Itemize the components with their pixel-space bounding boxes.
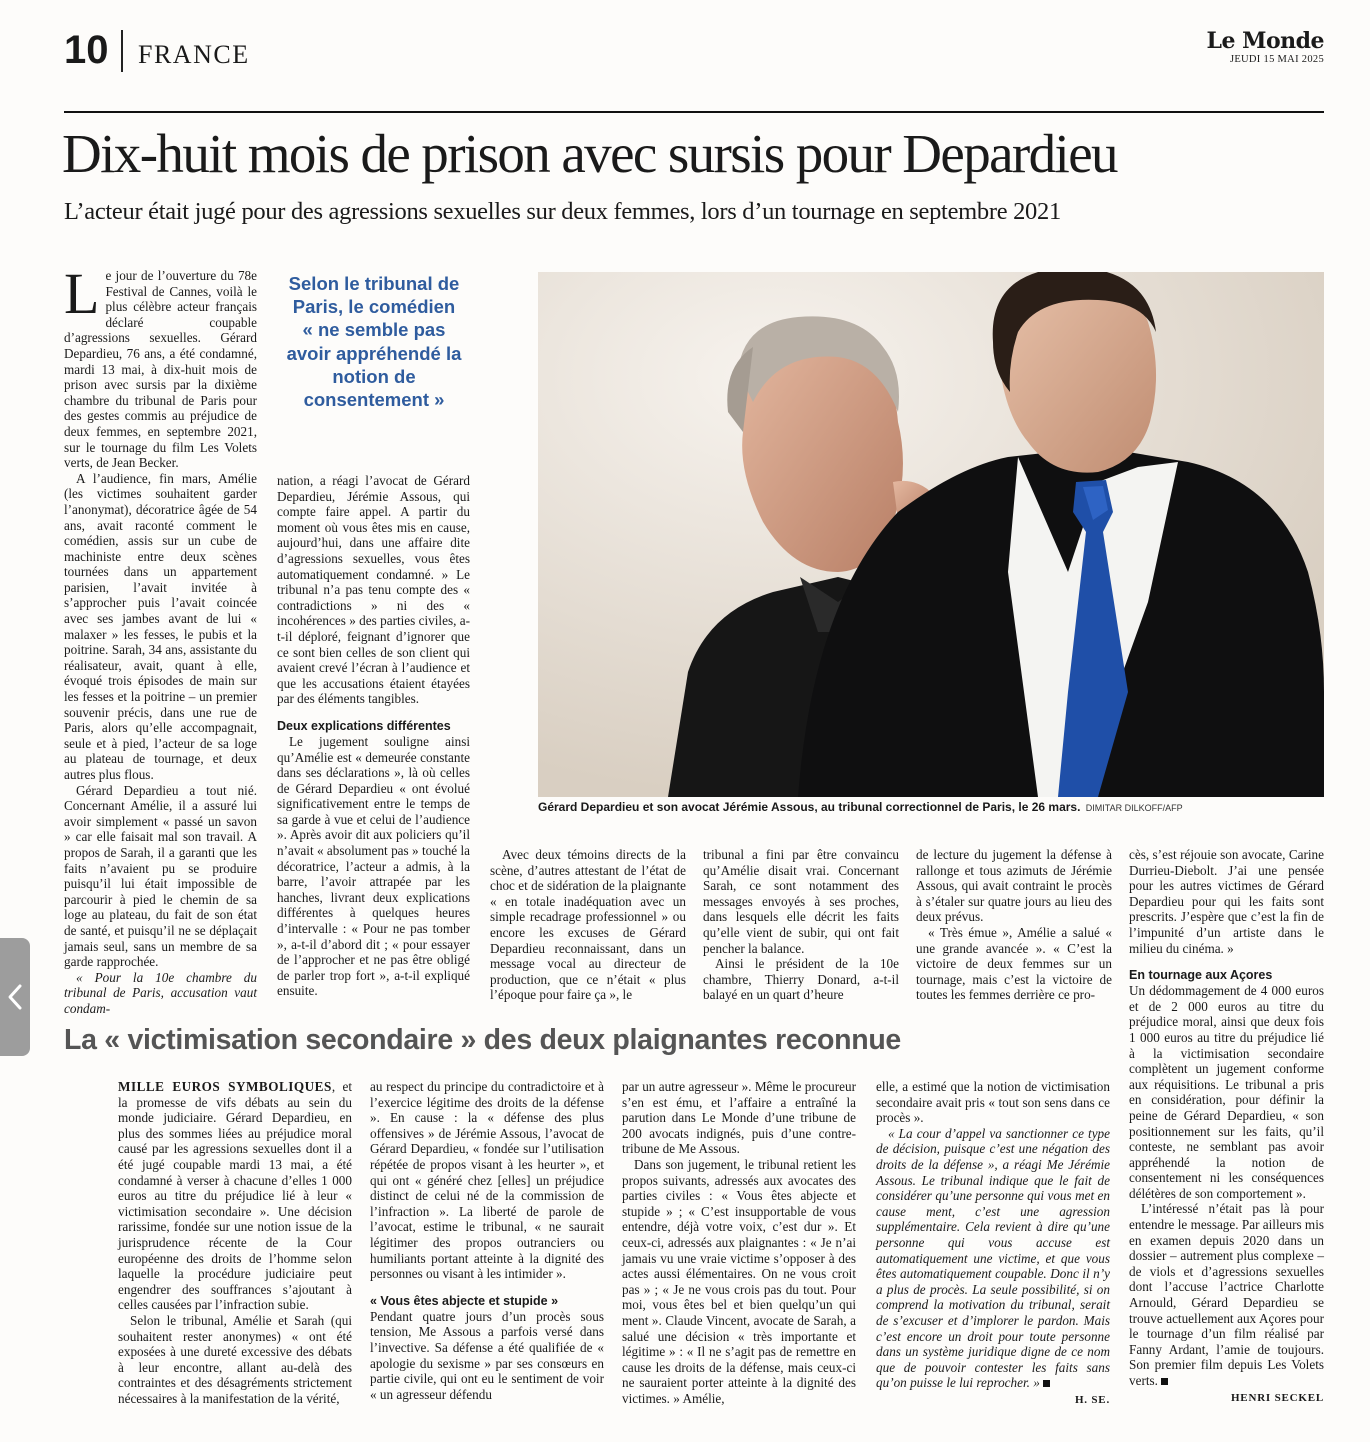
section-label: FRANCE [138, 40, 250, 69]
headline: Dix-huit mois de prison avec sursis pour Depardieu [62, 123, 1117, 184]
col1-p4: « Pour la 10e chambre du tribunal de Paris, accusation vaut condam- [64, 969, 257, 1016]
sidebar-col4-p1: elle, a estimé que la notion de victimisation secondaire avait pris « tout son sens dans ce procès ». [876, 1079, 1110, 1126]
col6-subhead: En tournage aux Açores [1129, 968, 1273, 983]
article-signature: HENRI SECKEL [1230, 1391, 1324, 1404]
col4-p1: tribunal a fini par être convaincu qu’Amélie disait vrai. Concernant Sarah, ce sont notamment des messages envoyés à ses proches, dans lesquels elle décrit les faits qu’elle vient de subir, qui ont fait pencher la balance. [703, 847, 899, 956]
end-mark [1161, 1378, 1168, 1385]
photo-caption [538, 800, 1324, 816]
caption-text: Gérard Depardieu et son avocat Jérémie Assous, au tribunal correctionnel de Paris, le 26 mars. [538, 800, 1081, 814]
back-button[interactable] [0, 938, 30, 1056]
sidebar-headline: La « victimisation secondaire » des deux plaignantes reconnue [64, 1024, 901, 1056]
sidebar-signature: H. SE. [1074, 1393, 1110, 1406]
col1-p3: Gérard Depardieu a tout nié. Concernant Amélie, il a assuré lui avoir simplement « passé un savon » car elle faisait mal son travail. A propos de Sarah, il a garanti que les faits n’avaient pu se produire puisqu’il lui était impossible de parcourir à pied le chemin de sa loge au plateau, du fait de son état de santé, et puisqu’il ne se déplaçait jamais seul, sans un membre de sa garde rapprochée. [64, 782, 257, 970]
article-col-3 [490, 847, 686, 1003]
col2-p1: nation, a réagi l’avocat de Gérard Depardieu, Jérémie Assous, qui compte faire appel. A partir du moment où vous êtes mis en cause, aujourd’hui, dans une affaire dite d’agressions sexuelles, vous êtes automatiquement condamné. » Le tribunal n’a pas tenu compte des « contradictions » ni des « incohérences » des parties civiles, a-t-il déploré, feignant d’ignorer que ce sont bien celles de son client qui avaient crevé l’écran à l’audience et que les accusations étaient étayées par des éléments tangibles. [277, 473, 470, 707]
article-col-4 [703, 847, 899, 1003]
sidebar-col1-p1 [118, 1079, 352, 1313]
sidebar-lead-in: MILLE EUROS SYMBOLIQUES [118, 1079, 332, 1094]
col6-p3-text: L’intéressé n’était pas là pour entendre le message. Par ailleurs mis en examen depuis 2020 dans un dossier – autrement plus complexe – de viols et d’agressions sexuelles dont l’accuse l’actrice Charlotte Arnould, Gérard Depardieu se trouve actuellement aux Açores pour le tournage d’un film réalisé par Fanny Ardant, l’amie de toujours. Son premier film depuis Les Volets verts. [1129, 1201, 1324, 1388]
standfirst: L’acteur était jugé pour des agressions sexuelles sur deux femmes, lors d’un tournage en septembre 2021 [64, 198, 1061, 225]
col2-p2: Le jugement souligne ainsi qu’Amélie est « demeurée constante dans ses déclarations », là où celles de Gérard Depardieu « ont évolué significativement entre le temps de sa garde à vue et celui de l’audience ». Après avoir dit aux policiers qu’il n’avait « absolument pas » touché la décoratrice, l’acteur a admis, à la barre, l’avoir attrapée par les hanches, livrant deux explications différentes à quelques heures d’intervalle : « Pour ne pas tomber », a-t-il d’abord dit ; « pour essayer de l’approcher et ne pas être obligé de parler trop fort », a-t-il expliqué ensuite. [277, 733, 470, 999]
sidebar-col-3 [622, 1079, 856, 1406]
col4-p2: Ainsi le président de la 10e chambre, Thierry Donard, a-t-il balayé en un quart d’heure [703, 956, 899, 1003]
col6-p1: cès, s’est réjouie son avocate, Carine Durrieu-Diebolt. J’ai une pensée pour les autres victimes de Gérard Depardieu pour qui les faits sont prescrits. J’espère que c’est la fin de l’impunité d’un artiste dans le milieu du cinéma. » [1129, 847, 1324, 956]
col6-p3 [1129, 1201, 1324, 1388]
sidebar-col-4 [876, 1079, 1110, 1408]
col5-p1: de lecture du jugement la défense à rallonge et tous azimuts de Jérémie Assous, qui avait contraint le procès à s’étaler sur quatre jours au lieu des deux prévus. [916, 847, 1112, 925]
col2-subhead: Deux explications différentes [277, 718, 451, 733]
sidebar-col2-p2: Pendant quatre jours d’un procès sous tension, Me Assous a parfois versé dans l’invective. Sa défense a été qualifiée de « apologie du sexisme » par ses consœurs en partie civile, qui ont eu le sentiment de voir « un agresseur défendu [370, 1308, 604, 1402]
col3-p1: Avec deux témoins directs de la scène, d’autres attestant de l’état de choc et de sidération de la plaignante « en totale inadéquation avec un simple recadrage professionnel » ou encore les excuses de Gérard Depardieu reconnaissant, dans un message vocal au directeur de production, que ce n’était « plus l’époque pour faire ça », le [490, 847, 686, 1003]
sidebar-end-mark [1043, 1380, 1050, 1387]
sidebar-col4-p2-text: « La cour d’appel va sanctionner ce type de décision, puisque c’est une négation des droits de la défense », a réagi Me Jérémie Assous. Le tribunal indique que le fait de considérer qu’une personne qui vous met en cause ment, c’est une agression supplémentaire. Cela revient à dire qu’une personne qui vous accuse est automatiquement une victime, et que vous êtes automatiquement coupable. Donc il n’y a plus de procès. La seule possibilité, si on comprend la motivation du tribunal, serait de s’excuser et d’implorer le pardon. Mais c’est encore un droit pour toute personne dans un système juridique digne de ce nom que de pouvoir contester les faits sans qu’on puisse le lui reprocher. » [876, 1125, 1110, 1391]
photo-credit: DIMITAR DILKOFF/AFP [1085, 803, 1183, 813]
col1-p1: e jour de l’ouverture du 78e Festival de Cannes, voilà le plus célèbre acteur français déclaré coupable d’agressions sexuelles. Gérard Depardieu, 76 ans, a été condamné, mardi 13 mai, à dix-huit mois de prison avec sursis par la dixième chambre du tribunal de Paris pour des gestes commis au préjudice de deux femmes, en septembre 2021, sur le tournage du film Les Volets verts, de Jean Becker. [64, 268, 257, 471]
sidebar-col3-p1: par un autre agresseur ». Même le procureur s’en est ému, et l’affaire a entraîné la parution dans Le Monde d’une tribune de 200 avocats indignés, puis d’une contre-tribune de Me Assous. [622, 1079, 856, 1157]
photo-illustration [538, 272, 1324, 797]
sidebar-col2-subhead: « Vous êtes abjecte et stupide » [370, 1293, 559, 1308]
chevron-left-icon [6, 983, 24, 1011]
dropcap-letter: L [64, 261, 100, 326]
header-divider [121, 30, 123, 72]
header-rule [64, 111, 1324, 113]
sidebar-col2-p1: au respect du principe du contradictoire et à l’exercice légitime des droits de la défense ». En cause : la « défense des plus offensives » de Jérémie Assous, l’avocat de Gérard Depardieu, « fondée sur l’utilisation répétée de propos visant à les heurter », et qui ont « généré chez [elles] un préjudice distinct de celui né de la commission de l’infraction ». La liberté de parole de l’avocat, estime le tribunal, « ne saurait légitimer des propos outranciers ou humiliants portant atteinte à la dignité des personnes ou visant à les intimider ». [370, 1079, 604, 1282]
sidebar-col4-p2 [876, 1126, 1110, 1391]
col5-p2: « Très émue », Amélie a salué « une grande avancée ». « C’est la victoire de deux femmes sur un tournage, mais c’est la victoire de toutes les femmes derrière ce pro- [916, 924, 1112, 1003]
pull-quote: Selon le tribunal de Paris, le comédien « ne semble pas avoir appréhendé la notion de consentement » [286, 273, 462, 411]
page-number: 10 [64, 28, 109, 72]
sidebar-col-1 [118, 1079, 352, 1406]
masthead-logo: Le Monde [1206, 28, 1324, 54]
sidebar-col-2 [370, 1079, 604, 1402]
article-photo [538, 272, 1324, 797]
col6-p2: Un dédommagement de 4 000 euros et de 2 000 euros au titre du préjudice moral, ainsi que deux fois 1 000 euros au titre du préjudice lié à la victimisation secondaire complètent un jugement conforme aux réquisitions. Le tribunal a pris en considération, pour définir la peine de Gérard Depardieu, « son positionnement sur les faits, qu’il conteste, ne semblant pas avoir appréhendé la notion de consentement ni les conséquences délétères de son comportement ». [1129, 983, 1324, 1201]
article-col-2 [277, 473, 470, 999]
sidebar-col1-p2: Selon le tribunal, Amélie et Sarah (qui souhaitent rester anonymes) « ont été exposées à une dureté excessive des débats à leur encontre, allant au-delà des contraintes et des désagréments strictement nécessaires à la manifestation de la vérité, [118, 1312, 352, 1406]
col1-p2: A l’audience, fin mars, Amélie (les victimes souhaitent garder l’anonymat), décoratrice âgée de 54 ans, avait raconté comment le comédien, assis sur un cube de machiniste entre deux scènes tournées dans un appartement parisien, l’avait invitée à s’approcher puis l’avait coincée avec ses jambes avant de lui « malaxer » les fesses, le pubis et la poitrine. Sarah, 34 ans, assistante du réalisateur, avait, quant à elle, évoqué trois épisodes de main sur les fesses et la poitrine – un premier souvenir précis, dans une rue de Paris, alors qu’elle accompagnait, seule et à pied, l’acteur de sa loge au plateau de tournage, et deux autres plus flous. [64, 470, 257, 782]
article-col-1 [64, 261, 257, 1017]
sidebar-col3-p2: Dans son jugement, le tribunal retient les propos suivants, adressés aux avocates des parties civiles : « Vous êtes abjecte et stupide » ; « C’est insupportable de vous entendre, déjà votre voix, c’est dur ». Et ceux-ci, adressés aux plaignantes : « Je n’ai jamais vu une vraie victime s’opposer à des actes aussi élémentaires. On ne vous croit pas » ; « Je ne vous crois pas du tout. Pour moi, vous êtes bel et bien quelqu’un qui ment ». Claude Vincent, avocate de Sarah, a salué une décision « très importante et légitime » : « Il ne s’agit pas de remettre en cause les droits de la défense, mais ceux-ci ne sauraient porter atteinte à la dignité des victimes. » Amélie, [622, 1156, 856, 1406]
article-col-6 [1129, 847, 1324, 1406]
sidebar-col1-p1-text: , et la promesse de vifs débats au sein du monde judiciaire. Gérard Depardieu, en plus des sommes liées au préjudice moral causé par les agressions sexuelles dont il a été jugé coupable mardi 13 mai, a été condamné à verser à chacune d’elles 1 000 euros au titre du préjudice lié à leur « victimisation secondaire ». Une décision rarissime, fondée sur une notion issue de la jurisprudence récente de la Cour européenne des droits de l’homme selon laquelle la procédure judiciaire peut engendrer des souffrances s’ajoutant à celles causées par l’infraction subie. [118, 1079, 352, 1313]
issue-date: JEUDI 15 MAI 2025 [1229, 54, 1324, 65]
article-col-5 [916, 847, 1112, 1003]
